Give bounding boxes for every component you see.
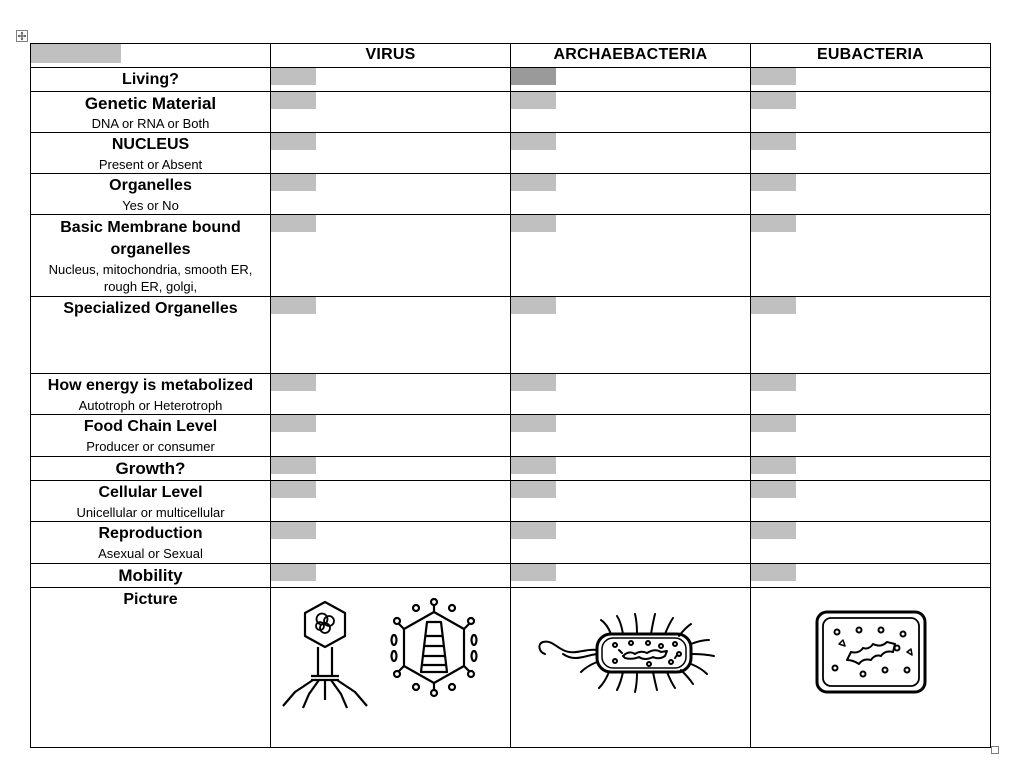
header-corner-cell[interactable] — [31, 44, 271, 68]
form-field-shading[interactable] — [271, 68, 316, 85]
row-label: How energy is metabolized — [47, 377, 254, 394]
answer-cell-eubacteria[interactable] — [751, 215, 991, 297]
answer-cell-eubacteria[interactable] — [751, 68, 991, 92]
eubacterium-icon — [817, 612, 925, 692]
answer-cell-virus[interactable] — [271, 92, 511, 133]
column-header-virus: VIRUS — [271, 44, 511, 68]
form-field-shading[interactable] — [511, 92, 556, 109]
row-label-cell — [31, 68, 271, 92]
answer-cell-archaebacteria[interactable] — [511, 68, 751, 92]
row-label: NUCLEUS — [111, 136, 190, 153]
answer-cell-eubacteria[interactable] — [751, 174, 991, 215]
archaebacteria-picture — [511, 588, 749, 746]
row-sublabel: Yes or No — [122, 198, 179, 213]
form-field-shading[interactable] — [511, 457, 556, 474]
answer-cell-virus[interactable] — [271, 481, 511, 522]
row-label: Basic Membrane bound organelles — [60, 219, 241, 258]
answer-cell-archaebacteria[interactable] — [511, 215, 751, 297]
row-label: Food Chain Level — [83, 418, 218, 435]
eubacteria-picture — [751, 588, 989, 746]
form-field-shading[interactable] — [511, 415, 556, 432]
row-label-cell — [31, 522, 271, 564]
row-sublabel: Autotroph or Heterotroph — [78, 398, 223, 413]
form-field-shading[interactable] — [271, 174, 316, 191]
table-row — [31, 68, 991, 92]
form-field-shading[interactable] — [271, 522, 316, 539]
virus-picture — [271, 588, 509, 746]
form-field-shading[interactable] — [751, 564, 796, 581]
column-header-eubacteria: EUBACTERIA — [751, 44, 991, 68]
form-field-shading[interactable] — [751, 133, 796, 150]
row-label-cell — [31, 588, 271, 748]
answer-cell-eubacteria[interactable] — [751, 457, 991, 481]
table-move-handle-icon[interactable] — [16, 30, 28, 42]
column-header-archaebacteria: ARCHAEBACTERIA — [511, 44, 751, 68]
form-field-shading[interactable] — [511, 133, 556, 150]
answer-cell-virus[interactable] — [271, 415, 511, 457]
answer-cell-eubacteria[interactable] — [751, 522, 991, 564]
row-sublabel: Nucleus, mitochondria, smooth ER, rough ER, golgi, — [48, 262, 253, 294]
answer-cell-eubacteria[interactable] — [751, 481, 991, 522]
form-field-shading[interactable] — [271, 92, 316, 109]
answer-cell-archaebacteria[interactable] — [511, 174, 751, 215]
form-field-shading[interactable] — [511, 297, 556, 314]
table-row — [31, 522, 991, 564]
picture-cell-archaebacteria — [511, 588, 751, 748]
answer-cell-eubacteria[interactable] — [751, 415, 991, 457]
form-field-shading[interactable] — [751, 481, 796, 498]
form-field-shading[interactable] — [271, 481, 316, 498]
form-field-shading[interactable] — [511, 564, 556, 581]
row-label: Cellular Level — [98, 484, 203, 501]
row-sublabel: Unicellular or multicellular — [76, 505, 225, 520]
answer-cell-archaebacteria[interactable] — [511, 564, 751, 588]
form-field-shading[interactable] — [751, 522, 796, 539]
answer-cell-archaebacteria[interactable] — [511, 522, 751, 564]
form-field-shading[interactable] — [751, 174, 796, 191]
icosahedral-virus-icon — [392, 599, 477, 696]
classification-table — [30, 43, 991, 748]
header-row — [31, 44, 991, 68]
table-row-picture — [31, 588, 991, 748]
answer-cell-archaebacteria[interactable] — [511, 457, 751, 481]
form-field-shading[interactable] — [271, 215, 316, 232]
form-field-shading[interactable] — [751, 415, 796, 432]
row-label: Picture — [123, 591, 178, 608]
form-field-shading[interactable] — [271, 133, 316, 150]
answer-cell-eubacteria[interactable] — [751, 92, 991, 133]
answer-cell-virus[interactable] — [271, 374, 511, 415]
row-label: Reproduction — [98, 525, 203, 542]
answer-cell-archaebacteria[interactable] — [511, 92, 751, 133]
table-row — [31, 457, 991, 481]
form-field-shading[interactable] — [31, 44, 121, 63]
row-label-cell — [31, 374, 271, 415]
answer-cell-eubacteria[interactable] — [751, 133, 991, 174]
form-field-shading[interactable] — [271, 374, 316, 391]
table-resize-handle-icon[interactable] — [991, 746, 999, 754]
answer-cell-eubacteria[interactable] — [751, 564, 991, 588]
table-row — [31, 415, 991, 457]
row-sublabel: DNA or RNA or Both — [91, 116, 210, 131]
answer-cell-virus[interactable] — [271, 297, 511, 374]
answer-cell-virus[interactable] — [271, 68, 511, 92]
picture-cell-virus — [271, 588, 511, 748]
row-label-cell — [31, 297, 271, 374]
answer-cell-eubacteria[interactable] — [751, 297, 991, 374]
form-field-shading[interactable] — [751, 297, 796, 314]
row-label-cell — [31, 174, 271, 215]
answer-cell-virus[interactable] — [271, 215, 511, 297]
form-field-shading[interactable] — [271, 564, 316, 581]
row-label: Specialized Organelles — [63, 300, 238, 317]
table-row — [31, 481, 991, 522]
row-label-cell — [31, 133, 271, 174]
picture-cell-eubacteria — [751, 588, 991, 748]
table-row — [31, 133, 991, 174]
row-label-cell — [31, 92, 271, 133]
row-label-cell — [31, 457, 271, 481]
archaebacterium-icon — [539, 614, 714, 692]
table-row — [31, 564, 991, 588]
form-field-shading[interactable] — [751, 92, 796, 109]
form-field-shading[interactable] — [751, 457, 796, 474]
row-label: Genetic Material — [84, 94, 217, 113]
form-field-shading[interactable] — [271, 457, 316, 474]
answer-cell-eubacteria[interactable] — [751, 374, 991, 415]
row-sublabel: Producer or consumer — [86, 439, 215, 454]
answer-cell-virus[interactable] — [271, 564, 511, 588]
form-field-shading[interactable] — [511, 215, 556, 232]
bacteriophage-icon — [283, 602, 367, 708]
answer-cell-virus[interactable] — [271, 522, 511, 564]
row-label: Growth? — [115, 459, 186, 478]
answer-cell-archaebacteria[interactable] — [511, 415, 751, 457]
form-field-shading[interactable] — [511, 174, 556, 191]
table-row — [31, 92, 991, 133]
form-field-shading[interactable] — [271, 415, 316, 432]
row-label: Living? — [122, 71, 179, 88]
answer-cell-archaebacteria[interactable] — [511, 374, 751, 415]
form-field-shading[interactable] — [511, 374, 556, 391]
row-label-cell — [31, 415, 271, 457]
answer-cell-virus[interactable] — [271, 174, 511, 215]
form-field-shading[interactable] — [511, 481, 556, 498]
row-label-cell — [31, 564, 271, 588]
row-label-cell — [31, 215, 271, 297]
row-label: Mobility — [118, 566, 183, 585]
form-field-shading-active[interactable] — [511, 68, 556, 85]
form-field-shading[interactable] — [751, 374, 796, 391]
row-sublabel: Present or Absent — [98, 157, 203, 172]
form-field-shading[interactable] — [751, 215, 796, 232]
row-sublabel: Asexual or Sexual — [98, 546, 203, 561]
row-label-cell — [31, 481, 271, 522]
row-label: Organelles — [109, 177, 192, 194]
form-field-shading[interactable] — [751, 68, 796, 85]
answer-cell-archaebacteria[interactable] — [511, 297, 751, 374]
answer-cell-archaebacteria[interactable] — [511, 133, 751, 174]
table-row — [31, 215, 991, 297]
table-row — [31, 297, 991, 374]
answer-cell-virus[interactable] — [271, 457, 511, 481]
table-row — [31, 174, 991, 215]
form-field-shading[interactable] — [271, 297, 316, 314]
answer-cell-virus[interactable] — [271, 133, 511, 174]
table-row — [31, 374, 991, 415]
form-field-shading[interactable] — [511, 522, 556, 539]
answer-cell-archaebacteria[interactable] — [511, 481, 751, 522]
